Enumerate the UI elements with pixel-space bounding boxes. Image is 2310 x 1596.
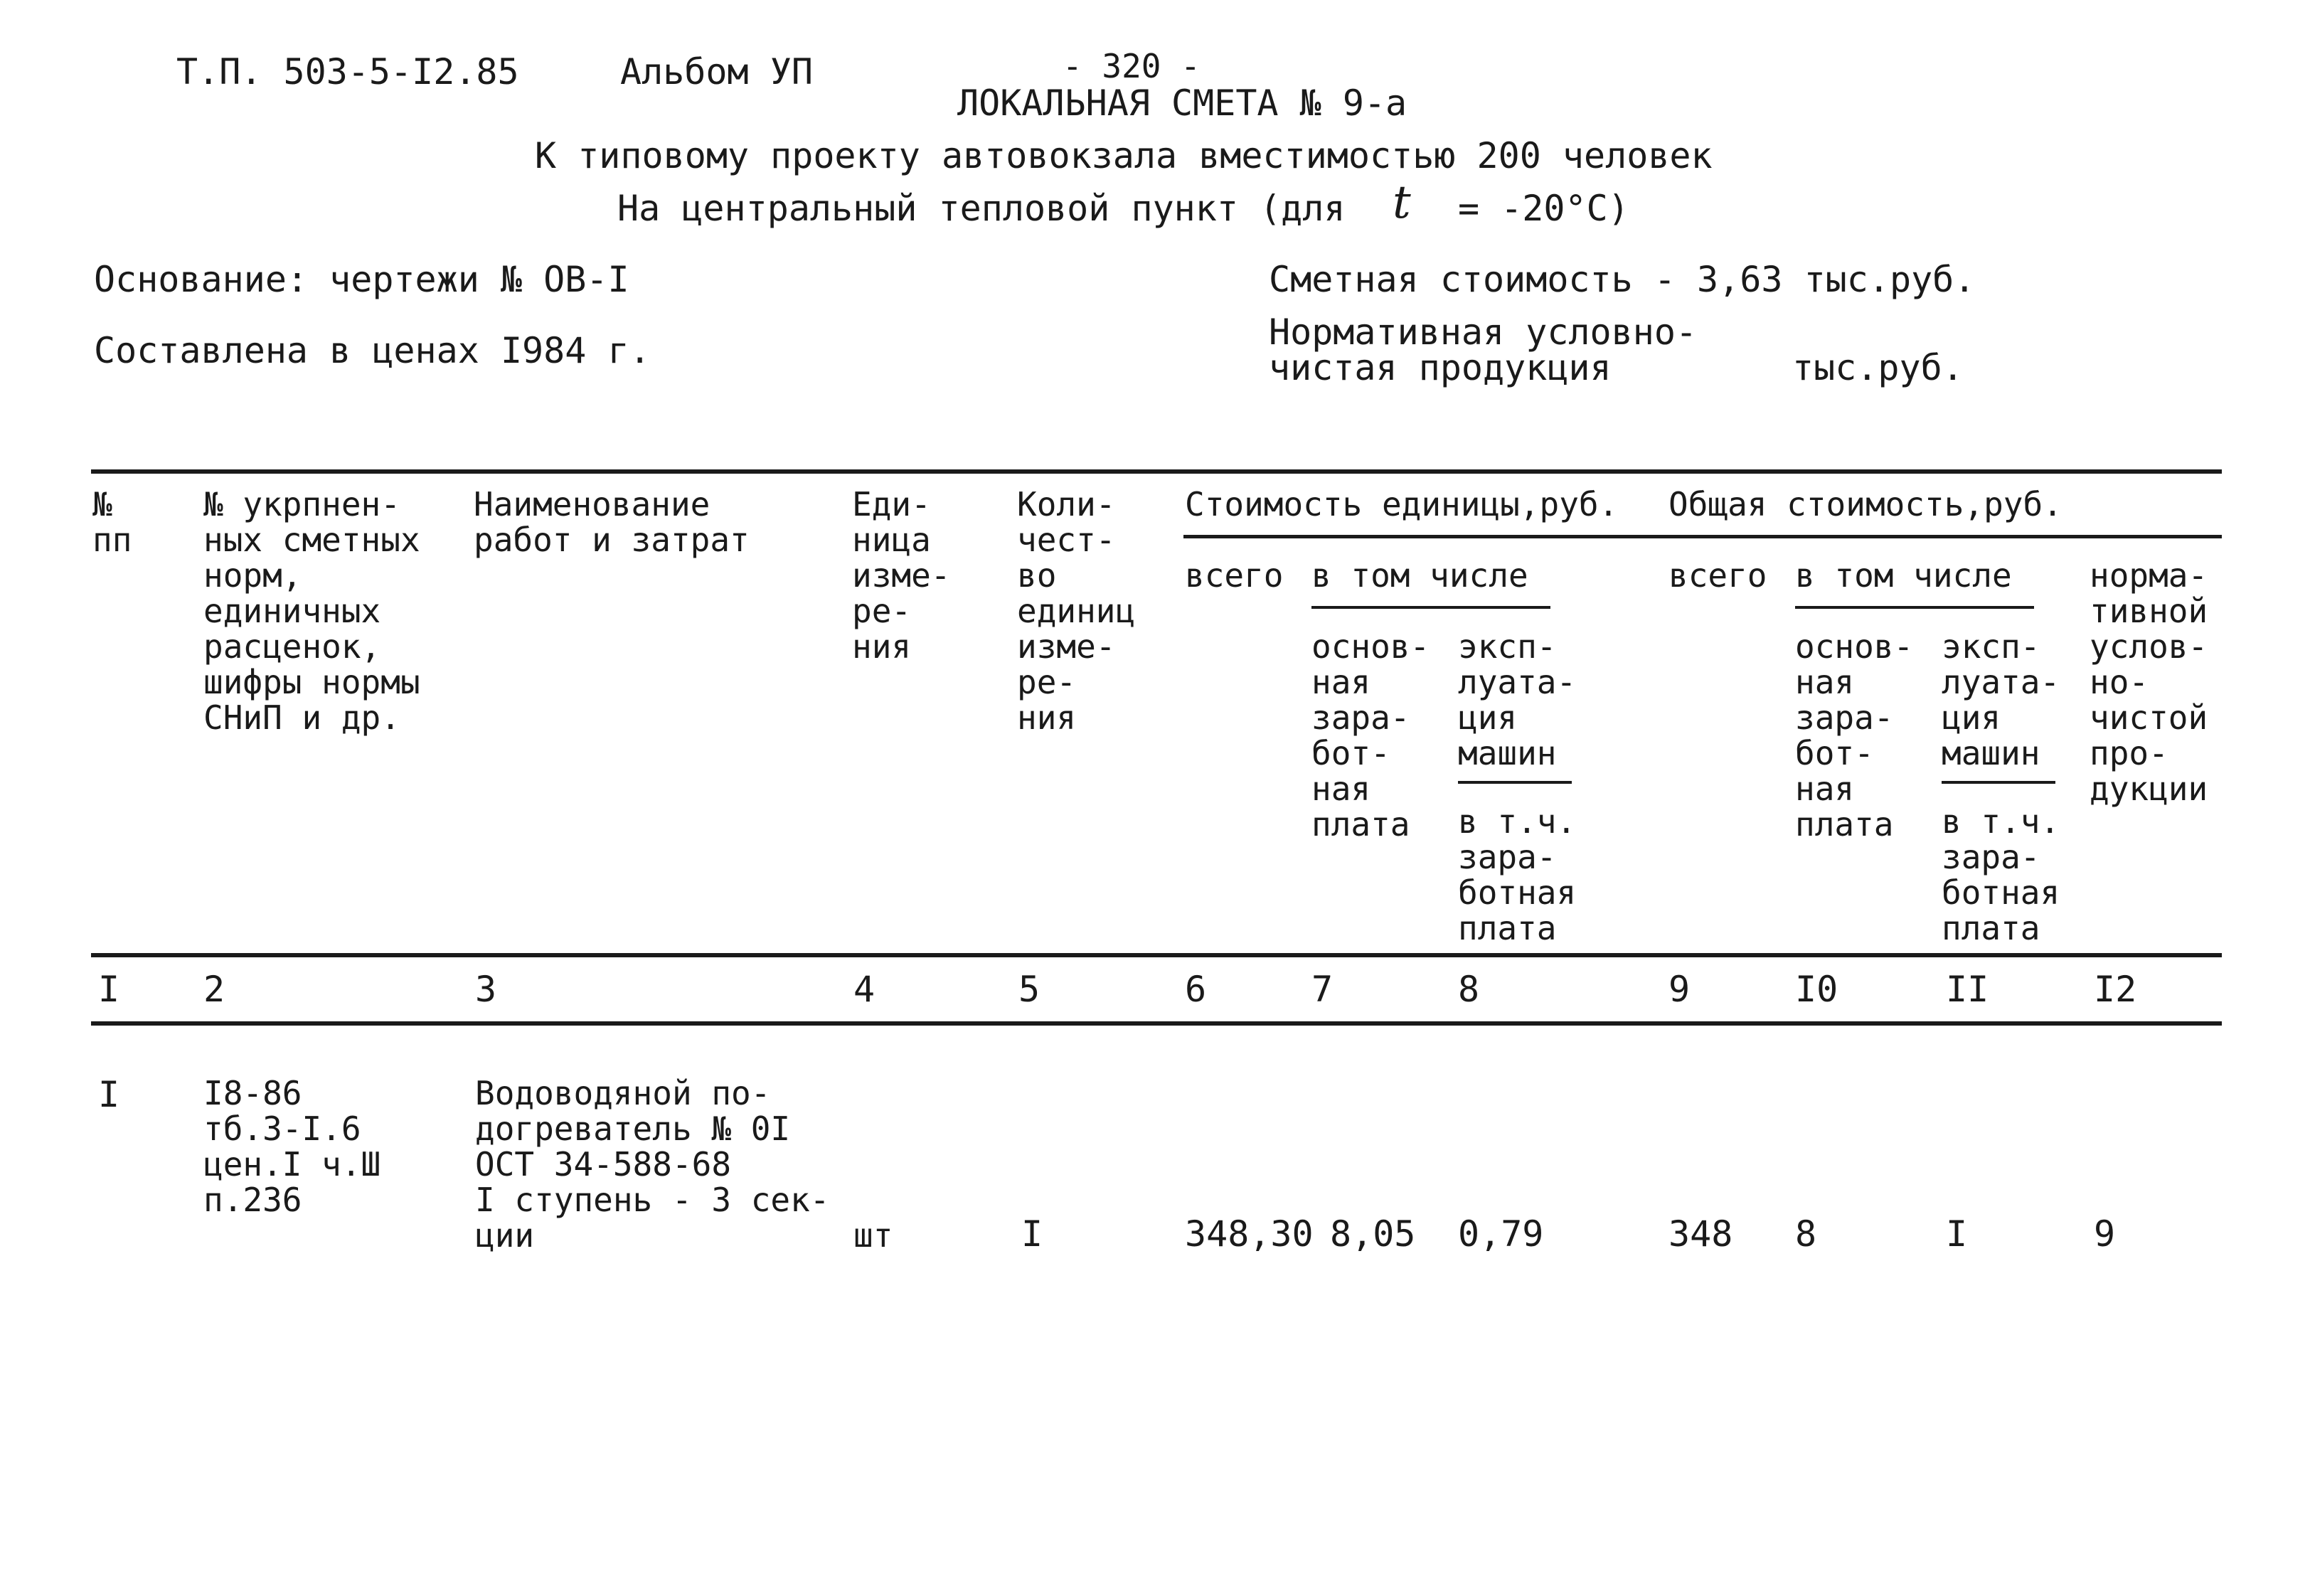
column-number: 7 <box>1311 969 1334 1010</box>
column-number: I2 <box>2094 969 2137 1010</box>
normative-label-line-1: Нормативная условно- <box>1269 312 1698 353</box>
column-number: 6 <box>1185 969 1207 1010</box>
document-title: ЛОКАЛЬНАЯ СМЕТА № 9-а <box>957 83 1407 124</box>
row-total: 348 <box>1668 1213 1733 1255</box>
header-total-including: в том числе <box>1795 556 2012 595</box>
album-label: Альбом УП <box>620 51 813 92</box>
header-total-machine-wage: в т.ч. зара- ботная плата <box>1942 802 2060 947</box>
column-number: II <box>1946 969 1989 1010</box>
header-unit-machine: эксп- луата- ция машин <box>1458 627 1577 772</box>
row-unit-total: 348,30 <box>1185 1213 1314 1255</box>
total-machine-rule <box>1942 781 2055 784</box>
unit-including-rule <box>1311 606 1550 609</box>
header-total-machine: эксп- луата- ция машин <box>1942 627 2060 772</box>
header-unit-base-wage: основ- ная зара- бот- ная плата <box>1311 627 1430 844</box>
column-number: 8 <box>1458 969 1480 1010</box>
basis-text: Основание: чертежи № ОВ-I <box>94 259 629 300</box>
column-number: 9 <box>1668 969 1691 1010</box>
subtitle-line-2-prefix: На центральный тепловой пункт (для <box>617 188 1346 229</box>
header-quantity: Коли- чест- во единиц изме- ре- ния <box>1017 485 1136 737</box>
unit-machine-rule <box>1458 781 1572 784</box>
cost-group-rule <box>1183 535 2222 538</box>
column-number: I0 <box>1795 969 1838 1010</box>
header-bottom-rule <box>91 953 2222 957</box>
row-norm-code: I8-86 тб.3-I.6 цен.I ч.Ш п.236 <box>203 1074 381 1219</box>
estimated-cost-text: Сметная стоимость - 3,63 тыс.руб. <box>1269 259 1976 300</box>
row-normative: 9 <box>2094 1213 2116 1255</box>
header-unit-total: всего <box>1185 556 1284 595</box>
row-unit: шт <box>853 1216 893 1255</box>
column-numbers-rule <box>91 1021 2222 1026</box>
row-number: I <box>98 1074 120 1115</box>
document-code: Т.П. 503-5-I2.85 <box>176 51 519 92</box>
row-total-base-wage: 8 <box>1795 1213 1817 1255</box>
row-quantity: I <box>1021 1213 1043 1255</box>
row-unit-machine: 0,79 <box>1458 1213 1544 1255</box>
subtitle-line-1: К типовому проекту автовокзала вместимостью 200 человек <box>535 135 1713 176</box>
column-number: 5 <box>1018 969 1040 1010</box>
normative-label-line-2: чистая продукция <box>1269 347 1612 388</box>
subtitle-line-2-suffix: = -20°С) <box>1458 188 1629 229</box>
row-work-name: Водоводяной по- догреватель № 0I ОСТ 34-588-68 I ступень - 3 сек- ции <box>475 1074 830 1255</box>
header-unit-cost-group: Стоимость единицы,руб. <box>1185 485 1619 523</box>
column-number: 2 <box>203 969 225 1010</box>
column-number: I <box>98 969 120 1010</box>
header-total-total: всего <box>1668 556 1767 595</box>
header-unit-including: в том числе <box>1311 556 1528 595</box>
prices-year-text: Составлена в ценах I984 г. <box>94 330 651 371</box>
header-row-number: № пп <box>92 485 132 559</box>
total-including-rule <box>1795 606 2034 609</box>
header-work-name: Наименование работ и затрат <box>474 485 750 559</box>
row-total-machine: I <box>1946 1213 1968 1255</box>
table-top-rule <box>91 469 2222 474</box>
header-total-base-wage: основ- ная зара- бот- ная плата <box>1795 627 1914 844</box>
column-number: 3 <box>475 969 497 1010</box>
header-normative: норма- тивной услов- но- чистой про- дукции <box>2090 556 2208 808</box>
header-norm-code: № укрпнен- ных сметных норм, единичных расценок, шифры нормы СНиП и др. <box>203 485 420 737</box>
row-unit-base-wage: 8,05 <box>1330 1213 1416 1255</box>
page-number: - 320 - <box>1063 47 1201 85</box>
header-total-cost-group: Общая стоимость,руб. <box>1668 485 2062 523</box>
column-number: 4 <box>853 969 875 1010</box>
header-unit: Еди- ница изме- ре- ния <box>852 485 951 666</box>
temperature-variable: t <box>1393 176 1411 229</box>
normative-unit: тыс.руб. <box>1792 347 1964 388</box>
header-unit-machine-wage: в т.ч. зара- ботная плата <box>1458 802 1577 947</box>
